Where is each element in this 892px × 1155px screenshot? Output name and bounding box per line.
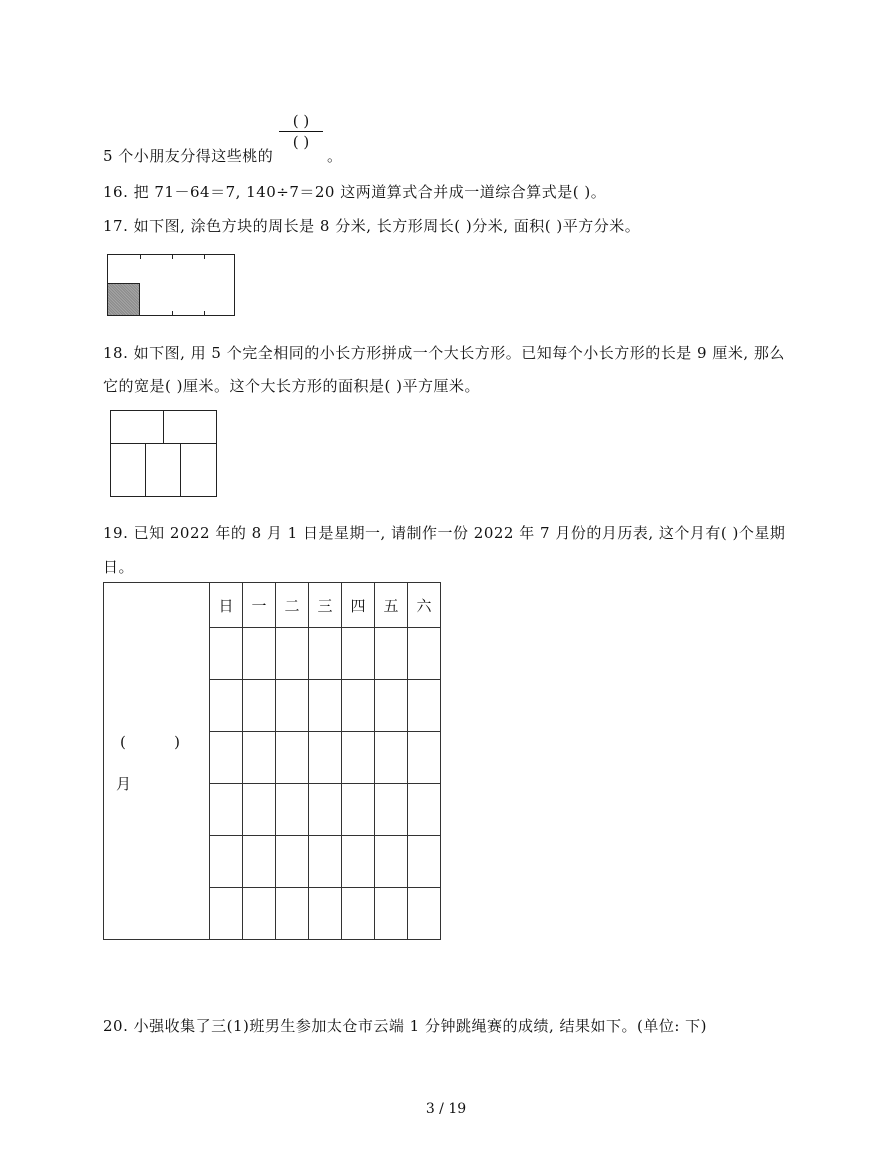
date-cell[interactable] <box>276 836 309 888</box>
date-cell[interactable] <box>276 628 309 680</box>
date-cell[interactable] <box>309 784 342 836</box>
fraction-numerator: ( ) <box>292 112 310 130</box>
question-17: 17. 如下图, 涂色方块的周长是 8 分米, 长方形周长( )分米, 面积( )平方分米。 <box>103 217 641 235</box>
date-cell[interactable] <box>243 784 276 836</box>
q15-end: 。 <box>327 147 343 165</box>
date-cell[interactable] <box>408 732 441 784</box>
tick-mark <box>140 254 141 259</box>
date-cell[interactable] <box>309 732 342 784</box>
weekday-header: 二 <box>276 583 309 628</box>
question-18-line-1: 18. 如下图, 用 5 个完全相同的小长方形拼成一个大长方形。已知每个小长方形的长是 9 厘米, 那么 <box>103 344 785 362</box>
page-number: 3 / 19 <box>425 1101 467 1117</box>
q15-line <box>103 145 273 166</box>
question-19-line-1: 19. 已知 2022 年的 8 月 1 日是星期一, 请制作一份 2022 年 7 月份的月历表, 这个月有( )个星期 <box>103 524 786 542</box>
date-cell[interactable] <box>243 836 276 888</box>
date-cell[interactable] <box>375 836 408 888</box>
date-cell[interactable] <box>309 680 342 732</box>
date-cell[interactable] <box>309 628 342 680</box>
month-word: 月 <box>116 775 132 793</box>
divider-line <box>180 443 181 496</box>
q15-text: 5 个小朋友分得这些桃的 <box>103 147 274 165</box>
rectangles-figure <box>110 410 217 497</box>
divider-line <box>111 443 216 444</box>
weekday-header: 一 <box>243 583 276 628</box>
date-cell[interactable] <box>342 732 375 784</box>
month-blank: ( ) <box>120 733 180 751</box>
tick-mark <box>204 254 205 259</box>
date-cell[interactable] <box>210 732 243 784</box>
weekday-header: 日 <box>210 583 243 628</box>
date-cell[interactable] <box>342 888 375 940</box>
date-cell[interactable] <box>243 680 276 732</box>
question-20: 20. 小强收集了三(1)班男生参加太仓市云端 1 分钟跳绳赛的成绩, 结果如下。(单位: 下) <box>103 1017 708 1035</box>
weekday-header: 三 <box>309 583 342 628</box>
question-18-line-2: 它的宽是( )厘米。这个大长方形的面积是( )平方厘米。 <box>103 377 480 395</box>
weekday-header: 五 <box>375 583 408 628</box>
date-cell[interactable] <box>408 680 441 732</box>
divider-line <box>145 443 146 496</box>
date-cell[interactable] <box>342 680 375 732</box>
date-cell[interactable] <box>408 628 441 680</box>
date-cell[interactable] <box>375 628 408 680</box>
date-cell[interactable] <box>342 628 375 680</box>
fraction-bar <box>279 131 323 132</box>
date-cell[interactable] <box>210 628 243 680</box>
date-cell[interactable] <box>375 888 408 940</box>
date-cell[interactable] <box>408 888 441 940</box>
fraction-blank <box>277 112 325 151</box>
date-cell[interactable] <box>243 628 276 680</box>
shaded-square <box>108 283 140 315</box>
divider-line <box>163 411 164 443</box>
date-cell[interactable] <box>276 680 309 732</box>
date-cell[interactable] <box>309 888 342 940</box>
tick-mark <box>172 254 173 259</box>
month-label-cell <box>104 583 210 940</box>
question-16: 16. 把 71－64＝7, 140÷7＝20 这两道算式合并成一道综合算式是( )。 <box>103 183 607 201</box>
date-cell[interactable] <box>309 836 342 888</box>
rectangle-figure <box>107 254 235 316</box>
date-cell[interactable] <box>408 836 441 888</box>
fraction-denominator: ( ) <box>292 133 310 151</box>
date-cell[interactable] <box>375 784 408 836</box>
date-cell[interactable] <box>210 784 243 836</box>
date-cell[interactable] <box>210 680 243 732</box>
date-cell[interactable] <box>276 732 309 784</box>
date-cell[interactable] <box>342 784 375 836</box>
date-cell[interactable] <box>342 836 375 888</box>
date-cell[interactable] <box>276 888 309 940</box>
date-cell[interactable] <box>210 888 243 940</box>
date-cell[interactable] <box>243 732 276 784</box>
date-cell[interactable] <box>375 732 408 784</box>
weekday-header: 六 <box>408 583 441 628</box>
question-19-line-2: 日。 <box>103 558 135 576</box>
tick-mark <box>172 311 173 316</box>
calendar-table <box>103 582 441 940</box>
date-cell[interactable] <box>408 784 441 836</box>
weekday-header: 四 <box>342 583 375 628</box>
date-cell[interactable] <box>276 784 309 836</box>
date-cell[interactable] <box>375 680 408 732</box>
tick-mark <box>204 311 205 316</box>
date-cell[interactable] <box>210 836 243 888</box>
date-cell[interactable] <box>243 888 276 940</box>
